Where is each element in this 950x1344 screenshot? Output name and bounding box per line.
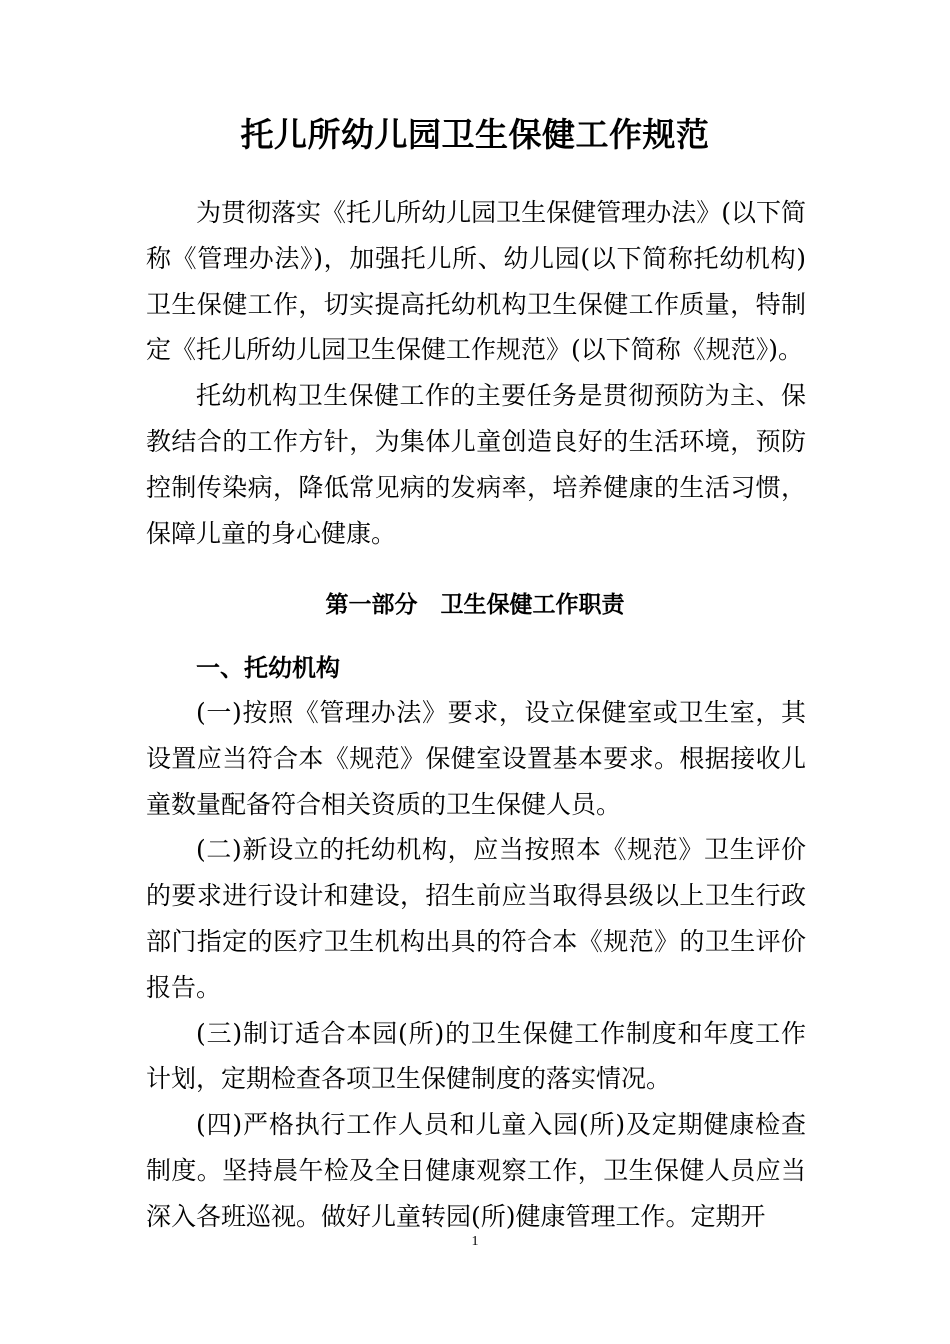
document-title: 托儿所幼儿园卫生保健工作规范 xyxy=(240,115,710,154)
duties-list xyxy=(146,690,806,1240)
page-number: 1 xyxy=(471,1234,479,1249)
list-item: (四)严格执行工作人员和儿童入园(所)及定期健康检查制度。坚持晨午检及全日健康观察工作，卫生保健人员应当深入各班巡视。做好儿童转园(所)健康管理工作。定期开 xyxy=(146,1110,806,1231)
list-item: (三)制订适合本园(所)的卫生保健工作制度和年度工作计划，定期检查各项卫生保健制度的落实情况。 xyxy=(146,1018,806,1094)
intro-paragraph-2: 托幼机构卫生保健工作的主要任务是贯彻预防为主、保教结合的工作方针，为集体儿童创造良好的生活环境，预防控制传染病，降低常见病的发病率，培养健康的生活习惯，保障儿童的身心健康。 xyxy=(146,381,806,548)
part-title: 第一部分 卫生保健工作职责 xyxy=(325,592,625,618)
list-item: (一)按照《管理办法》要求，设立保健室或卫生室，其设置应当符合本《规范》保健室设置基本要求。根据接收儿童数量配备符合相关资质的卫生保健人员。 xyxy=(146,698,806,819)
list-item: (二)新设立的托幼机构，应当按照本《规范》卫生评价的要求进行设计和建设，招生前应当取得县级以上卫生行政部门指定的医疗卫生机构出具的符合本《规范》的卫生评价报告。 xyxy=(146,835,806,1002)
intro-paragraph-1: 为贯彻落实《托儿所幼儿园卫生保健管理办法》(以下简称《管理办法》)，加强托儿所、幼儿园(以下简称托幼机构)卫生保健工作，切实提高托幼机构卫生保健工作质量，特制定《托儿所幼儿园卫生保健工作规范》(以下简称《规范》)。 xyxy=(146,198,806,365)
intro-section xyxy=(146,190,806,556)
subheading-childcare-institutions: 一、托幼机构 xyxy=(196,654,340,682)
